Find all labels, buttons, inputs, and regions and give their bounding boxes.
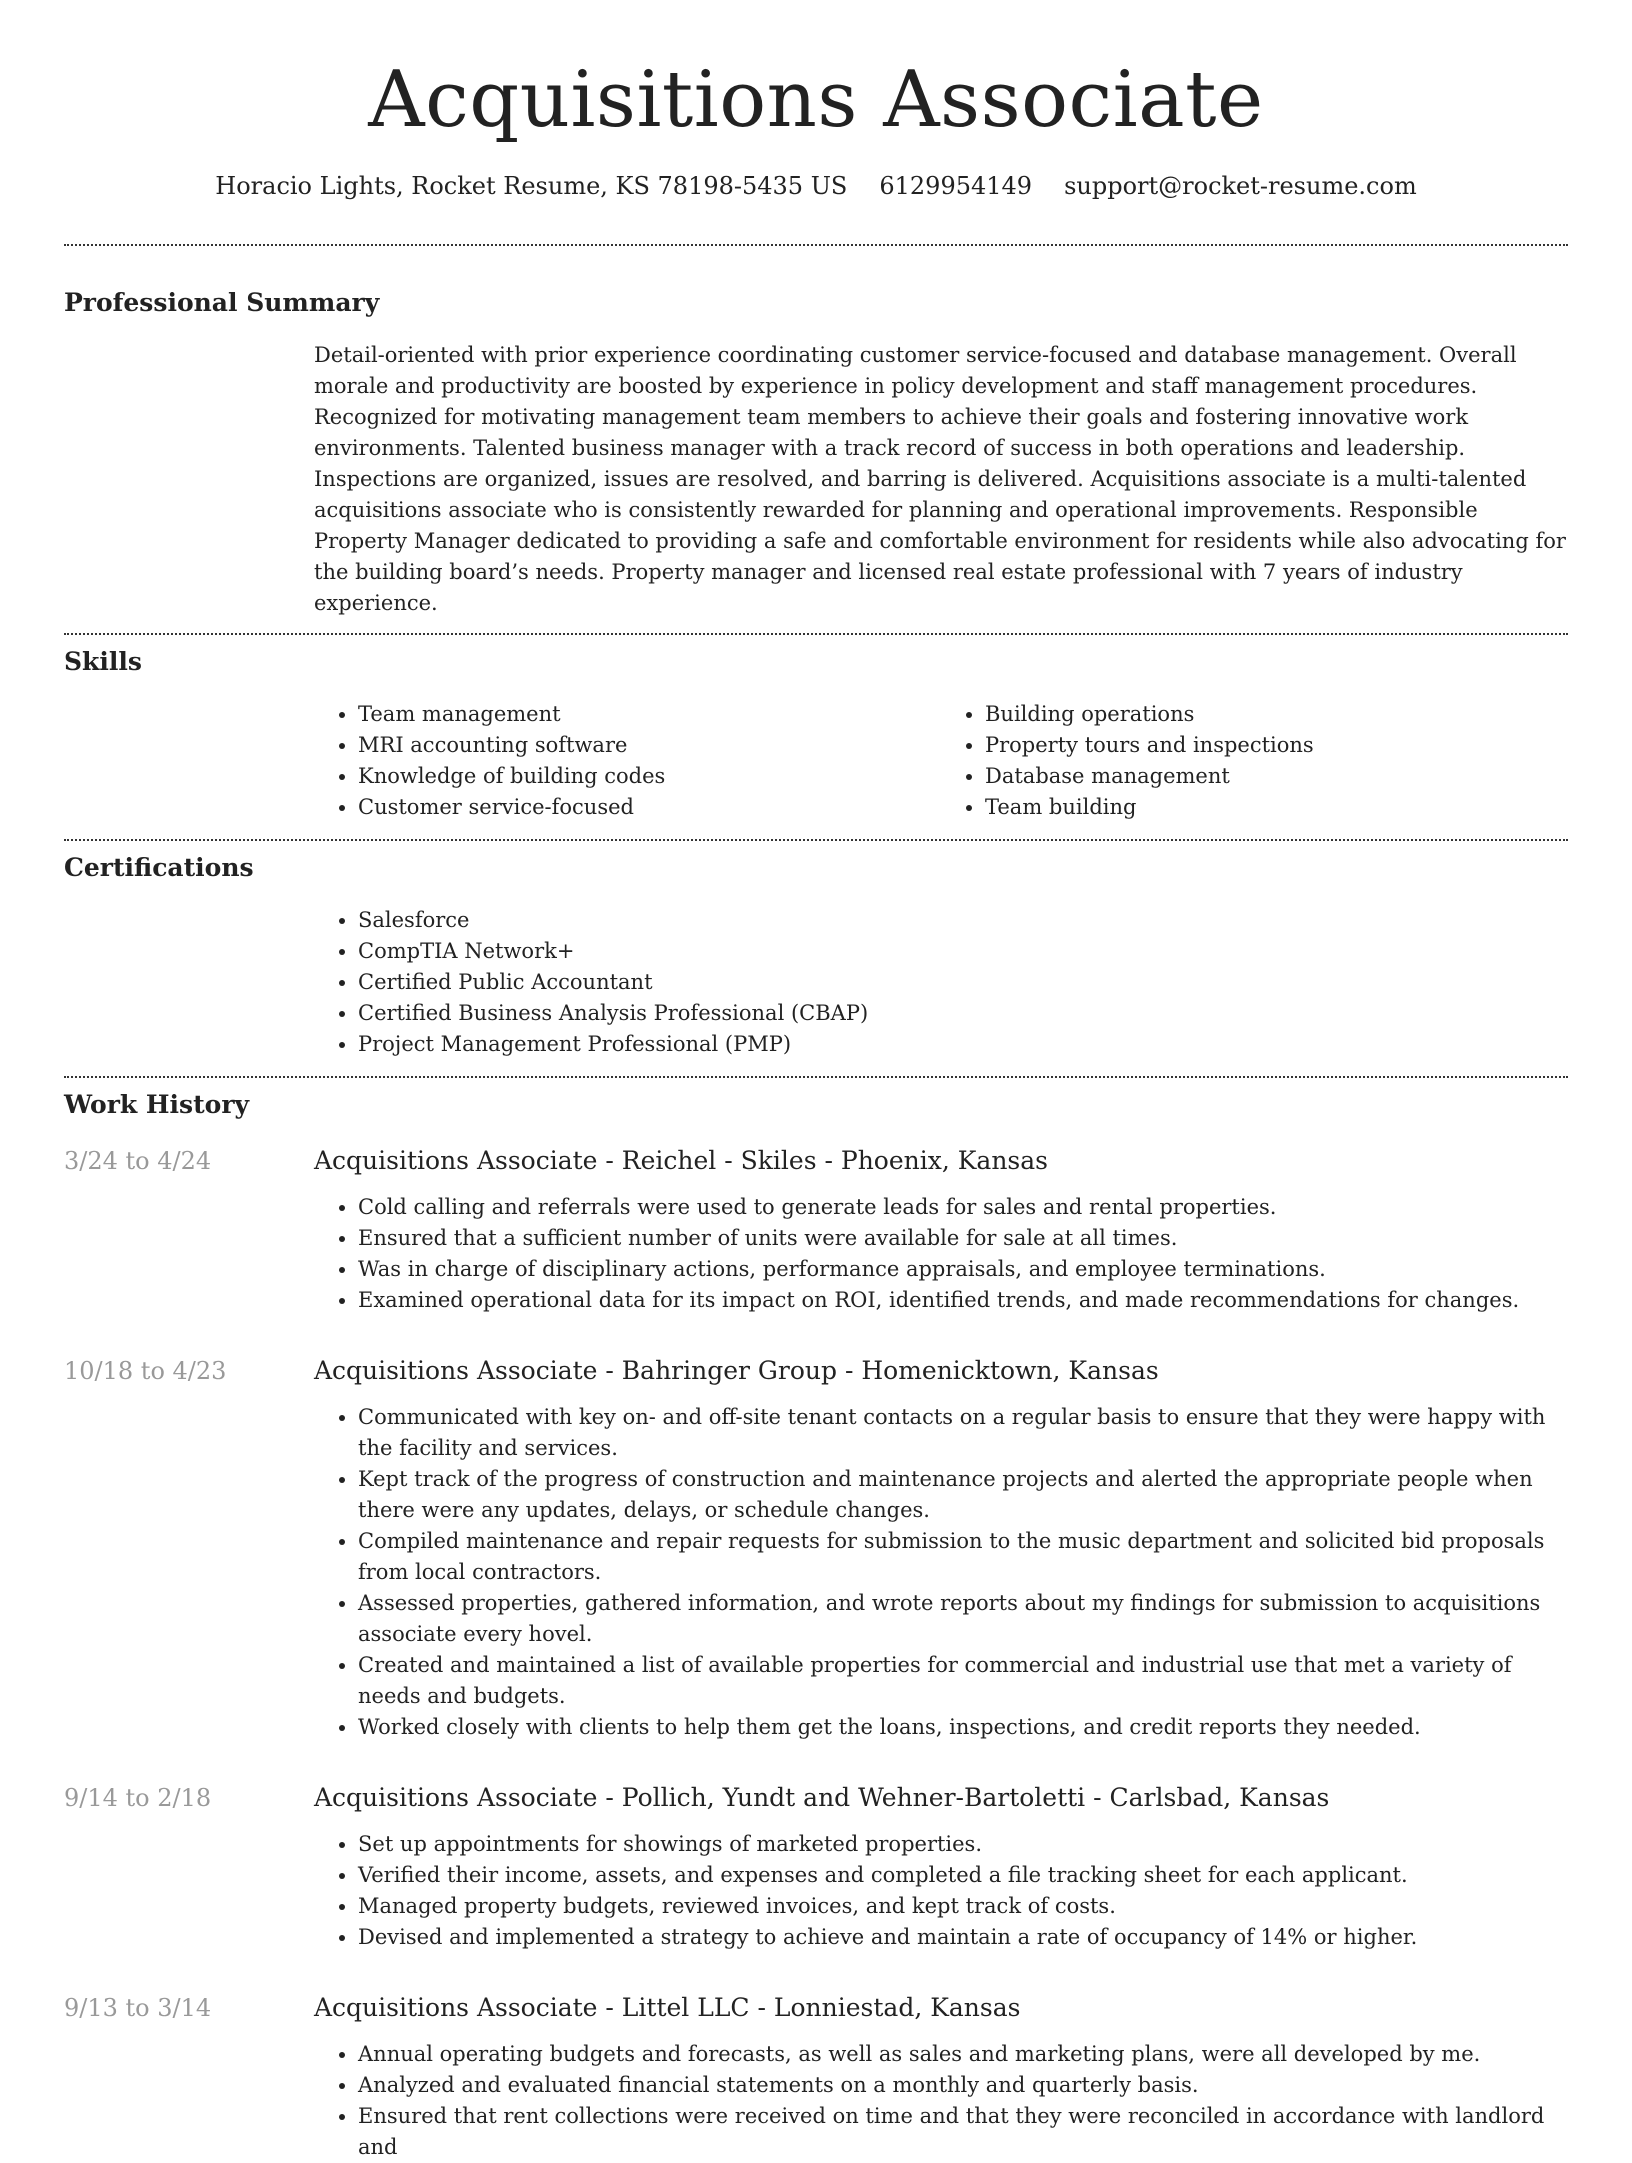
contact-email: support@rocket-resume.com	[1064, 172, 1417, 200]
work-title: Work History	[64, 1090, 250, 1119]
job-bullet: • Cold calling and referrals were used to generate leads for sales and rental properties.	[358, 1192, 1568, 1223]
skills-title: Skills	[64, 647, 142, 676]
skill-item: • Team management	[358, 699, 941, 730]
job-body	[314, 1354, 1568, 1743]
certifications-title: Certifications	[64, 853, 254, 882]
job-body	[314, 1144, 1568, 1316]
job-bullet: • Managed property budgets, reviewed invoices, and kept track of costs.	[358, 1891, 1568, 1922]
skill-item: • Knowledge of building codes	[358, 761, 941, 792]
job-title: Acquisitions Associate - Reichel - Skiles - Phoenix, Kansas	[314, 1146, 1048, 1175]
job-bullet: • Ensured that a sufficient number of units were available for sale at all times.	[358, 1223, 1568, 1254]
contact-address: Horacio Lights, Rocket Resume, KS 78198-5435 US	[215, 172, 848, 200]
certifications-list	[314, 905, 1568, 1060]
job-body	[314, 1781, 1568, 1953]
certifications-list-wrap	[314, 905, 1568, 1060]
job-dates: 10/18 to 4/23	[64, 1357, 227, 1385]
contact-line	[64, 168, 1568, 204]
job-dates: 9/13 to 3/14	[64, 1994, 212, 2022]
work-section	[64, 1088, 1568, 2163]
job-bullet: • Annual operating budgets and forecasts, as well as sales and marketing plans, were all developed by me.	[358, 2039, 1568, 2070]
job-entry	[64, 1144, 1568, 1316]
skill-item: • Property tours and inspections	[985, 730, 1568, 761]
skills-right-list	[941, 699, 1568, 823]
job-bullet: • Kept track of the progress of construction and maintenance projects and alerted the appropriate people when there were any updates, delays, or schedule changes.	[358, 1464, 1568, 1526]
contact-phone: 6129954149	[879, 172, 1033, 200]
skill-item: • Building operations	[985, 699, 1568, 730]
summary-section	[64, 286, 1568, 619]
certification-item: • Salesforce	[358, 905, 1568, 936]
skills-grid	[314, 699, 1568, 823]
summary-text: Detail-oriented with prior experience coordinating customer service-focused and database management. Overall morale and productivity are boosted by experience in policy development and staff management procedures. Recognized for motivating management team members to achieve their goals and fostering innovative work environments. Talented business manager with a track record of success in both operations and leadership. Inspections are organized, issues are resolved, and barring is delivered. Acquisitions associate is a multi-talented acquisitions associate who is consistently rewarded for planning and operational improvements. Responsible Property Manager dedicated to providing a safe and comfortable environment for residents while also advocating for the building board’s needs. Property manager and licensed real estate professional with 7 years of industry experience.	[314, 343, 1566, 615]
section-divider	[64, 839, 1568, 841]
job-title: Acquisitions Associate - Bahringer Group - Homenicktown, Kansas	[314, 1356, 1159, 1385]
job-bullets	[314, 1829, 1568, 1953]
certification-item: • Certified Public Accountant	[358, 967, 1568, 998]
job-entry	[64, 1781, 1568, 1953]
job-bullet: • Assessed properties, gathered information, and wrote reports about my findings for submission to acquisitions associate every hovel.	[358, 1588, 1568, 1650]
job-bullet: • Devised and implemented a strategy to achieve and maintain a rate of occupancy of 14% or higher.	[358, 1922, 1568, 1953]
certification-item: • CompTIA Network+	[358, 936, 1568, 967]
job-bullet: • Examined operational data for its impact on ROI, identified trends, and made recommendations for changes.	[358, 1285, 1568, 1316]
job-body	[314, 1991, 1568, 2163]
job-bullet: • Ensured that rent collections were received on time and that they were reconciled in accordance with landlord and	[358, 2101, 1568, 2163]
certifications-section	[64, 851, 1568, 1060]
job-title: Acquisitions Associate - Pollich, Yundt and Wehner-Bartoletti - Carlsbad, Kansas	[314, 1783, 1330, 1812]
job-bullet: • Created and maintained a list of available properties for commercial and industrial use that met a variety of needs and budgets.	[358, 1650, 1568, 1712]
job-bullet: • Was in charge of disciplinary actions, performance appraisals, and employee terminations.	[358, 1254, 1568, 1285]
certification-item: • Project Management Professional (PMP)	[358, 1029, 1568, 1060]
section-divider	[64, 633, 1568, 635]
section-divider	[64, 244, 1568, 246]
summary-title: Professional Summary	[64, 288, 380, 317]
skills-section	[64, 645, 1568, 823]
job-entry	[64, 1354, 1568, 1743]
job-bullet: • Compiled maintenance and repair requests for submission to the music department and solicited bid proposals from local contractors.	[358, 1526, 1568, 1588]
job-bullet: • Analyzed and evaluated financial statements on a monthly and quarterly basis.	[358, 2070, 1568, 2101]
job-bullet: • Communicated with key on- and off-site tenant contacts on a regular basis to ensure that they were happy with the facility and services.	[358, 1402, 1568, 1464]
job-bullet: • Worked closely with clients to help them get the loans, inspections, and credit reports they needed.	[358, 1712, 1568, 1743]
skills-left-list	[314, 699, 941, 823]
resume-name: Acquisitions Associate	[368, 55, 1264, 145]
job-bullet: • Verified their income, assets, and expenses and completed a file tracking sheet for each applicant.	[358, 1860, 1568, 1891]
skill-item: • Database management	[985, 761, 1568, 792]
certification-item: • Certified Business Analysis Professional (CBAP)	[358, 998, 1568, 1029]
job-bullet: • Set up appointments for showings of marketed properties.	[358, 1829, 1568, 1860]
job-title: Acquisitions Associate - Littel LLC - Lonniestad, Kansas	[314, 1993, 1021, 2022]
job-dates: 9/14 to 2/18	[64, 1784, 212, 1812]
skill-item: • Customer service-focused	[358, 792, 941, 823]
section-divider	[64, 1076, 1568, 1078]
job-bullets	[314, 2039, 1568, 2163]
job-entry	[64, 1991, 1568, 2163]
job-bullets	[314, 1402, 1568, 1743]
job-dates: 3/24 to 4/24	[64, 1147, 212, 1175]
skill-item: • MRI accounting software	[358, 730, 941, 761]
skill-item: • Team building	[985, 792, 1568, 823]
job-bullets	[314, 1192, 1568, 1316]
